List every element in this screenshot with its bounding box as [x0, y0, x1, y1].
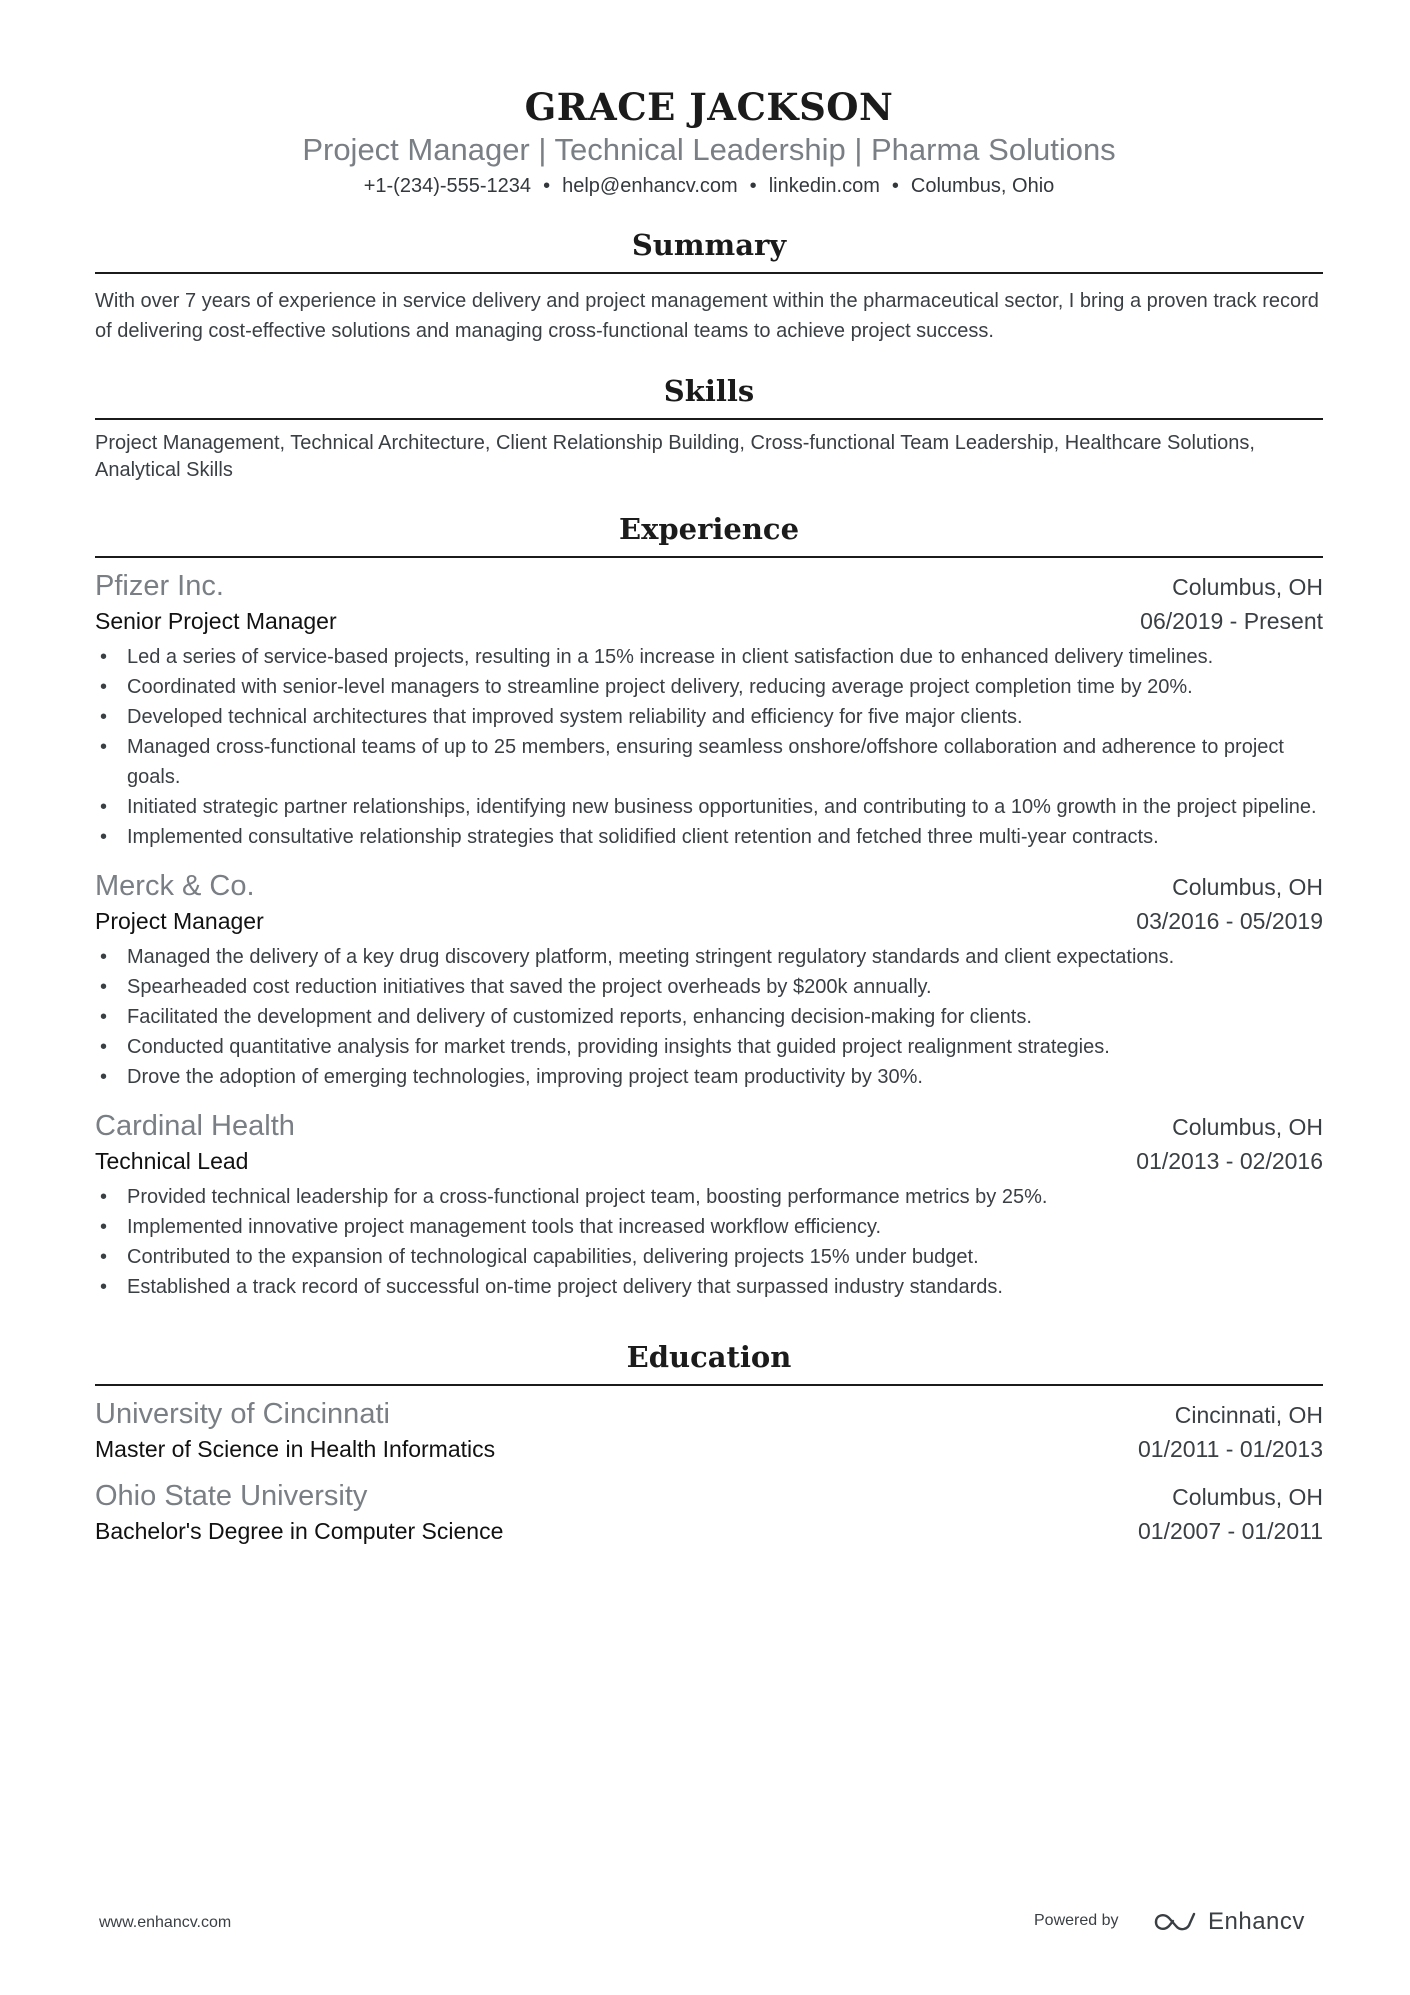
entry-subheader — [95, 1432, 1323, 1466]
achievement-item: • Implemented consultative relationship strategies that solidified client retention and fetched three multi-year contracts. — [95, 822, 1323, 852]
job-dates: 06/2019 - Present — [1140, 608, 1323, 634]
contact-line — [95, 172, 1323, 200]
school-location: Columbus, OH — [1172, 1484, 1323, 1510]
contact-email[interactable]: help@enhancv.com — [562, 175, 738, 197]
achievement-item: • Developed technical architectures that improved system reliability and efficiency for five major clients. — [95, 702, 1323, 732]
enhancv-brand: Enhancv — [1208, 1908, 1305, 1935]
separator-dot: • — [891, 175, 899, 197]
achievement-item: • Managed the delivery of a key drug discovery platform, meeting stringent regulatory standards and client expectations. — [95, 942, 1323, 972]
section-title-skills: Skills — [95, 372, 1323, 420]
company-name: Cardinal Health — [95, 1110, 295, 1142]
job-dates: 03/2016 - 05/2019 — [1136, 908, 1323, 934]
summary-section — [95, 226, 1323, 346]
achievement-item: • Contributed to the expansion of technological capabilities, delivering projects 15% under budget. — [95, 1242, 1323, 1272]
school-name: Ohio State University — [95, 1480, 368, 1512]
achievement-item: • Facilitated the development and delivery of customized reports, enhancing decision-making for clients. — [95, 1002, 1323, 1032]
separator-dot: • — [543, 175, 551, 197]
education-entry — [95, 1478, 1323, 1548]
contact-phone: +1-(234)-555-1234 — [363, 175, 532, 197]
enhancv-logo-icon — [1152, 1909, 1200, 1935]
entry-subheader — [95, 604, 1323, 638]
job-location: Columbus, OH — [1172, 574, 1323, 600]
achievement-item: • Implemented innovative project management tools that increased workflow efficiency. — [95, 1212, 1323, 1242]
enhancv-logo[interactable] — [1152, 1908, 1305, 1936]
separator-dot: • — [749, 175, 757, 197]
entry-subheader — [95, 904, 1323, 938]
candidate-name: GRACE JACKSON — [524, 85, 894, 129]
summary-text: With over 7 years of experience in service delivery and project management within the pharmaceutical sector, I bring a proven track record of delivering cost-effective solutions and managing cross-functional teams to achieve project success. — [95, 290, 1319, 342]
section-title-education: Education — [95, 1338, 1323, 1386]
achievement-item: • Drove the adoption of emerging technologies, improving project team productivity by 30%. — [95, 1062, 1323, 1092]
entry-header — [95, 868, 1323, 904]
entry-subheader — [95, 1144, 1323, 1178]
entry-subheader — [95, 1514, 1323, 1548]
page-footer — [0, 1908, 1410, 1948]
job-location: Columbus, OH — [1172, 1114, 1323, 1140]
skills-section — [95, 372, 1323, 484]
job-role: Project Manager — [95, 908, 264, 934]
resume-page — [95, 0, 1323, 1548]
entry-header — [95, 1108, 1323, 1144]
education-dates: 01/2007 - 01/2011 — [1137, 1518, 1323, 1544]
job-role: Technical Lead — [95, 1148, 249, 1174]
achievement-item: • Coordinated with senior-level managers to streamline project delivery, reducing average project completion time by 20%. — [95, 672, 1323, 702]
achievement-item: • Managed cross-functional teams of up to 25 members, ensuring seamless onshore/offshore collaboration and adherence to project goals. — [95, 732, 1323, 792]
experience-entry — [95, 868, 1323, 1092]
achievement-list — [95, 942, 1323, 1092]
entry-header — [95, 1396, 1323, 1432]
company-name: Merck & Co. — [95, 870, 255, 902]
achievement-item: • Provided technical leadership for a cross-functional project team, boosting performance metrics by 25%. — [95, 1182, 1323, 1212]
achievement-list — [95, 1182, 1323, 1302]
achievement-item: • Initiated strategic partner relationships, identifying new business opportunities, and contributing to a 10% growth in the project pipeline. — [95, 792, 1323, 822]
entry-header — [95, 1478, 1323, 1514]
contact-linkedin[interactable]: linkedin.com — [768, 175, 880, 197]
powered-by-label: Powered by — [1034, 1912, 1119, 1929]
achievement-item: • Conducted quantitative analysis for market trends, providing insights that guided project realignment strategies. — [95, 1032, 1323, 1062]
degree-name: Bachelor's Degree in Computer Science — [95, 1518, 504, 1544]
entry-header — [95, 568, 1323, 604]
education-entry — [95, 1396, 1323, 1466]
company-name: Pfizer Inc. — [95, 570, 224, 602]
achievement-list — [95, 642, 1323, 852]
achievement-item: • Spearheaded cost reduction initiatives that saved the project overheads by $200k annually. — [95, 972, 1323, 1002]
experience-entry — [95, 568, 1323, 852]
candidate-title: Project Manager | Technical Leadership | Pharma Solutions — [302, 132, 1116, 167]
degree-name: Master of Science in Health Informatics — [95, 1436, 496, 1462]
job-role: Senior Project Manager — [95, 608, 337, 634]
experience-section — [95, 510, 1323, 1302]
contact-location: Columbus, Ohio — [910, 175, 1055, 197]
job-dates: 01/2013 - 02/2016 — [1136, 1148, 1323, 1174]
achievement-item: • Established a track record of successful on-time project delivery that surpassed industry standards. — [95, 1272, 1323, 1302]
section-title-experience: Experience — [95, 510, 1323, 558]
section-title-summary: Summary — [95, 226, 1323, 274]
experience-entry — [95, 1108, 1323, 1302]
footer-url[interactable]: www.enhancv.com — [99, 1914, 232, 1931]
education-section — [95, 1338, 1323, 1548]
job-location: Columbus, OH — [1172, 874, 1323, 900]
school-name: University of Cincinnati — [95, 1398, 390, 1430]
school-location: Cincinnati, OH — [1174, 1402, 1323, 1428]
skills-text: Project Management, Technical Architecture, Client Relationship Building, Cross-functional Team Leadership, Healthcare Solutions, Analytical Skills — [95, 432, 1255, 481]
resume-header — [95, 0, 1323, 200]
education-dates: 01/2011 - 01/2013 — [1137, 1436, 1323, 1462]
achievement-item: • Led a series of service-based projects, resulting in a 15% increase in client satisfaction due to enhanced delivery timelines. — [95, 642, 1323, 672]
